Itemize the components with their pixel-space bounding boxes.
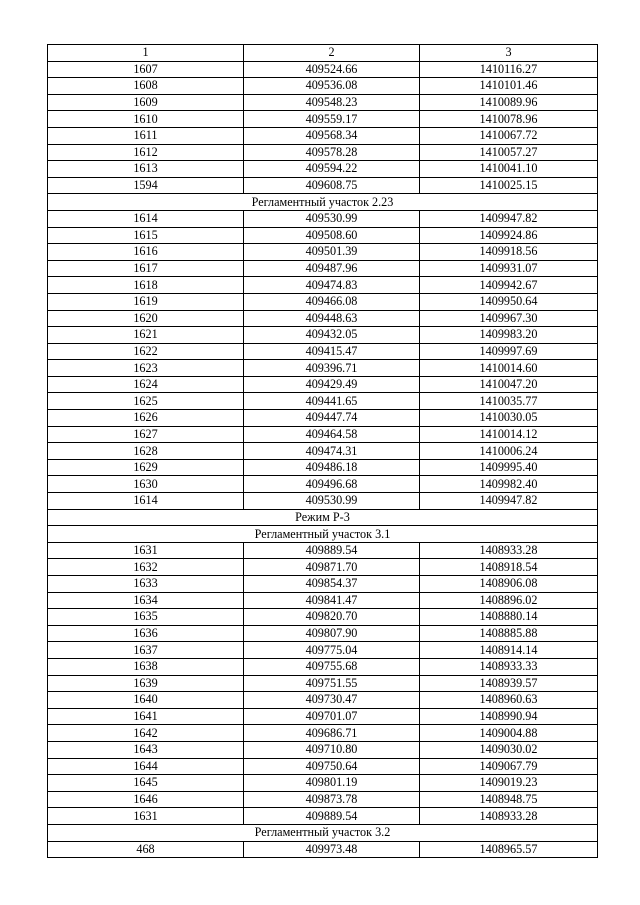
y-coordinate-cell: 1410047.20 [420,376,598,393]
table-row [48,393,598,410]
table-row [48,227,598,244]
point-number-cell: 1617 [48,260,244,277]
y-coordinate-cell: 1408990.94 [420,708,598,725]
point-number-cell: 1616 [48,244,244,261]
point-number-cell: 1636 [48,625,244,642]
point-number-cell: 1628 [48,443,244,460]
y-coordinate-cell: 1409924.86 [420,227,598,244]
table-row [48,576,598,593]
table-row [48,741,598,758]
x-coordinate-cell: 409751.55 [244,675,420,692]
point-number-cell: 1611 [48,127,244,144]
section-title: Регламентный участок 2.23 [48,194,598,211]
section-header-row [48,509,598,526]
x-coordinate-cell: 409524.66 [244,61,420,78]
y-coordinate-cell: 1409918.56 [420,244,598,261]
x-coordinate-cell: 409501.39 [244,244,420,261]
section-header-row [48,824,598,841]
x-coordinate-cell: 409871.70 [244,559,420,576]
point-number-cell: 1627 [48,426,244,443]
table-row [48,244,598,261]
y-coordinate-cell: 1409019.23 [420,775,598,792]
table-row [48,592,598,609]
y-coordinate-cell: 1408933.33 [420,658,598,675]
table-row [48,210,598,227]
x-coordinate-cell: 409447.74 [244,410,420,427]
x-coordinate-cell: 409807.90 [244,625,420,642]
table-row [48,658,598,675]
x-coordinate-cell: 409873.78 [244,791,420,808]
point-number-cell: 1646 [48,791,244,808]
point-number-cell: 1644 [48,758,244,775]
table-row [48,144,598,161]
y-coordinate-cell: 1408880.14 [420,609,598,626]
x-coordinate-cell: 409441.65 [244,393,420,410]
table-row [48,94,598,111]
x-coordinate-cell: 409530.99 [244,210,420,227]
section-title: Регламентный участок 3.1 [48,526,598,543]
coordinates-table [47,44,598,858]
y-coordinate-cell: 1410041.10 [420,161,598,178]
point-number-cell: 1618 [48,277,244,294]
x-coordinate-cell: 409429.49 [244,376,420,393]
y-coordinate-cell: 1409931.07 [420,260,598,277]
y-coordinate-cell: 1410057.27 [420,144,598,161]
y-coordinate-cell: 1409067.79 [420,758,598,775]
y-coordinate-cell: 1408906.08 [420,576,598,593]
x-coordinate-cell: 409536.08 [244,78,420,95]
point-number-cell: 1643 [48,741,244,758]
table-row [48,293,598,310]
x-coordinate-cell: 409432.05 [244,327,420,344]
point-number-cell: 1642 [48,725,244,742]
point-number-cell: 1612 [48,144,244,161]
table-row [48,758,598,775]
table-row [48,360,598,377]
y-coordinate-cell: 1409997.69 [420,343,598,360]
point-number-cell: 1637 [48,642,244,659]
point-number-cell: 1624 [48,376,244,393]
section-title: Режим Р-3 [48,509,598,526]
x-coordinate-cell: 409487.96 [244,260,420,277]
x-coordinate-cell: 409396.71 [244,360,420,377]
y-coordinate-cell: 1410014.60 [420,360,598,377]
y-coordinate-cell: 1409950.64 [420,293,598,310]
x-coordinate-cell: 409608.75 [244,177,420,194]
y-coordinate-cell: 1410030.05 [420,410,598,427]
coordinates-table-body [48,45,598,858]
x-coordinate-cell: 409841.47 [244,592,420,609]
x-coordinate-cell: 409508.60 [244,227,420,244]
table-row [48,775,598,792]
y-coordinate-cell: 1409947.82 [420,210,598,227]
x-coordinate-cell: 409755.68 [244,658,420,675]
table-row [48,61,598,78]
x-coordinate-cell: 409710.80 [244,741,420,758]
point-number-cell: 1610 [48,111,244,128]
y-coordinate-cell: 1408933.28 [420,542,598,559]
point-number-cell: 1632 [48,559,244,576]
x-coordinate-cell: 409701.07 [244,708,420,725]
table-row [48,559,598,576]
point-number-cell: 1634 [48,592,244,609]
y-coordinate-cell: 1409942.67 [420,277,598,294]
x-coordinate-cell: 409474.31 [244,443,420,460]
table-row [48,625,598,642]
table-row [48,708,598,725]
header-cell-x: 2 [244,45,420,62]
point-number-cell: 1635 [48,609,244,626]
header-row [48,45,598,62]
y-coordinate-cell: 1408914.14 [420,642,598,659]
y-coordinate-cell: 1409982.40 [420,476,598,493]
y-coordinate-cell: 1408885.88 [420,625,598,642]
y-coordinate-cell: 1410025.15 [420,177,598,194]
x-coordinate-cell: 409578.28 [244,144,420,161]
x-coordinate-cell: 409889.54 [244,808,420,825]
table-row [48,642,598,659]
table-row [48,443,598,460]
point-number-cell: 1631 [48,542,244,559]
x-coordinate-cell: 409548.23 [244,94,420,111]
point-number-cell: 1633 [48,576,244,593]
point-number-cell: 1609 [48,94,244,111]
header-cell-y: 3 [420,45,598,62]
point-number-cell: 1619 [48,293,244,310]
y-coordinate-cell: 1410101.46 [420,78,598,95]
y-coordinate-cell: 1410089.96 [420,94,598,111]
point-number-cell: 1638 [48,658,244,675]
y-coordinate-cell: 1408939.57 [420,675,598,692]
point-number-cell: 1615 [48,227,244,244]
y-coordinate-cell: 1409983.20 [420,327,598,344]
table-row [48,808,598,825]
x-coordinate-cell: 409496.68 [244,476,420,493]
point-number-cell: 1645 [48,775,244,792]
y-coordinate-cell: 1410078.96 [420,111,598,128]
table-row [48,542,598,559]
point-number-cell: 468 [48,841,244,858]
x-coordinate-cell: 409775.04 [244,642,420,659]
y-coordinate-cell: 1410006.24 [420,443,598,460]
table-row [48,841,598,858]
point-number-cell: 1613 [48,161,244,178]
point-number-cell: 1621 [48,327,244,344]
y-coordinate-cell: 1408933.28 [420,808,598,825]
table-row [48,791,598,808]
table-row [48,277,598,294]
x-coordinate-cell: 409448.63 [244,310,420,327]
x-coordinate-cell: 409594.22 [244,161,420,178]
x-coordinate-cell: 409750.64 [244,758,420,775]
point-number-cell: 1631 [48,808,244,825]
point-number-cell: 1640 [48,692,244,709]
point-number-cell: 1614 [48,210,244,227]
table-row [48,310,598,327]
point-number-cell: 1608 [48,78,244,95]
y-coordinate-cell: 1410116.27 [420,61,598,78]
table-row [48,327,598,344]
x-coordinate-cell: 409889.54 [244,542,420,559]
point-number-cell: 1629 [48,459,244,476]
x-coordinate-cell: 409559.17 [244,111,420,128]
section-header-row [48,526,598,543]
x-coordinate-cell: 409730.47 [244,692,420,709]
table-row [48,675,598,692]
point-number-cell: 1607 [48,61,244,78]
y-coordinate-cell: 1408965.57 [420,841,598,858]
y-coordinate-cell: 1410014.12 [420,426,598,443]
point-number-cell: 1641 [48,708,244,725]
x-coordinate-cell: 409854.37 [244,576,420,593]
header-cell-point-number: 1 [48,45,244,62]
table-row [48,177,598,194]
y-coordinate-cell: 1408918.54 [420,559,598,576]
section-header-row [48,194,598,211]
y-coordinate-cell: 1409004.88 [420,725,598,742]
table-row [48,725,598,742]
y-coordinate-cell: 1408948.75 [420,791,598,808]
table-row [48,692,598,709]
x-coordinate-cell: 409415.47 [244,343,420,360]
x-coordinate-cell: 409486.18 [244,459,420,476]
table-row [48,161,598,178]
table-row [48,493,598,510]
section-title: Регламентный участок 3.2 [48,824,598,841]
point-number-cell: 1620 [48,310,244,327]
point-number-cell: 1630 [48,476,244,493]
table-row [48,476,598,493]
table-row [48,260,598,277]
table-row [48,376,598,393]
x-coordinate-cell: 409801.19 [244,775,420,792]
point-number-cell: 1614 [48,493,244,510]
table-row [48,459,598,476]
y-coordinate-cell: 1409947.82 [420,493,598,510]
x-coordinate-cell: 409464.58 [244,426,420,443]
y-coordinate-cell: 1408960.63 [420,692,598,709]
x-coordinate-cell: 409466.08 [244,293,420,310]
x-coordinate-cell: 409474.83 [244,277,420,294]
table-row [48,609,598,626]
point-number-cell: 1626 [48,410,244,427]
y-coordinate-cell: 1409995.40 [420,459,598,476]
table-row [48,343,598,360]
table-row [48,127,598,144]
point-number-cell: 1625 [48,393,244,410]
point-number-cell: 1639 [48,675,244,692]
y-coordinate-cell: 1410035.77 [420,393,598,410]
x-coordinate-cell: 409686.71 [244,725,420,742]
point-number-cell: 1622 [48,343,244,360]
table-row [48,410,598,427]
point-number-cell: 1594 [48,177,244,194]
y-coordinate-cell: 1409030.02 [420,741,598,758]
y-coordinate-cell: 1408896.02 [420,592,598,609]
table-row [48,426,598,443]
x-coordinate-cell: 409568.34 [244,127,420,144]
y-coordinate-cell: 1409967.30 [420,310,598,327]
table-row [48,78,598,95]
point-number-cell: 1623 [48,360,244,377]
table-row [48,111,598,128]
x-coordinate-cell: 409973.48 [244,841,420,858]
y-coordinate-cell: 1410067.72 [420,127,598,144]
x-coordinate-cell: 409820.70 [244,609,420,626]
x-coordinate-cell: 409530.99 [244,493,420,510]
